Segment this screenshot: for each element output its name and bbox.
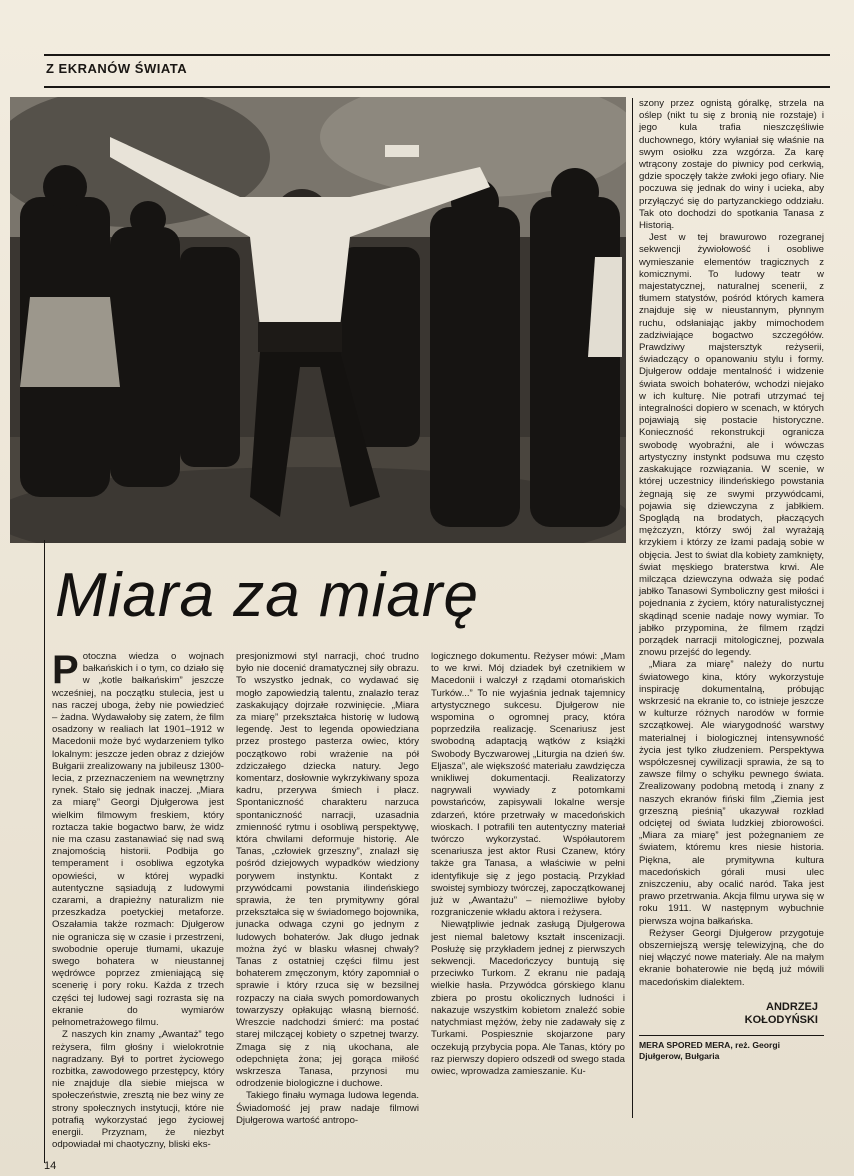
article-paragraph: Niewątpliwie jednak zasługą Djułgerowa jest niemal baletowy kształt inscenizacji. Posłużę się przykładem jednej z pierwszych sekwencji. Macedończycy buntują się przeciwko Turkom. Z ekranu nie padają wielkie hasła. Przywódca górskiego klanu zbiera po prostu okolicznych ludności i nakazuje wszystkim kobietom znaleźć sobie natychmiast mężów, żeby nie zadawały się z Turkami. Pospiesznie skojarzone pary oczekują przybycia popa. Ale Tanas, który po raz pierwszy dopiero odszedł od swego stada owiec, wprowadza zamieszanie. Ku- — [431, 919, 625, 1077]
article-paragraph: szony przez ognistą góralkę, strzela na oślep (nikt tu się z bronią nie rozstaje) i jego kula trafia nieszczęśliwie duchownego, który wyłaniał się właśnie na swym osiołku zza wzgórza. Za karę wtrącony zostaje do piwnicy pod cerkwią, gdzie spoczęły także zwłoki jego ofiary. Nie poczuwa się jednak do winy i ucieka, aby przyłączyć się do partyzanckiego oddziału. Tak oto dochodzi do spotkania Tanasa z Historią. — [639, 98, 824, 232]
article-paragraph: presjonizmowi styl narracji, choć trudno było nie docenić dramatycznej siły obrazu. To wszystko jednak, co wydawać się mogło zapowiedzią talentu, znalazło teraz zaskakujący dojrzałe rozwinięcie. „Miara za miarę” przekształca historię w ludową legendę. Jest to legenda opowiedziana przez prostego pasterza owiec, który początkowo robi wrażenie na pół zdziczałego dziecka natury. Jego komentarz, dosłownie wykrzykiwany spoza kadru, przerywa śmiech i płacz. Spontaniczność charakteru narzuca spontaniczność narracji, uzasadnia zmienność rytmu i osobliwą perspektywę, która chwilami deformuje historię. Ale Tanas, „człowiek grzeszny”, znalazł się pośród dziejowych wypadków wiedziony porywem instynktu. Kontakt z przywódcami powstania ilindeńskiego sprawia, że ten prymitywny góral przekształca się w świadomego bojownika, junacka odwaga czyni go jednym z ludowych bohaterów. Jak długo jednak można żyć w blasku własnej chwały? Tanas z ostatniej części filmu jest bohaterem zmęczonym, który zapomniał o sprawie i który rzuca się w bezsilnej rozpaczy na ciała swych pomordowanych towarzyszy opłakując własną bierność. Wreszcie nadchodzi śmierć: ma postać starej milczącej kobiety o szpetnej twarzy. Zmaga się z nią ukochana, ale odepchnięta żona; jej gorąca miłość wskrzesza Tanasa, przynosi mu odrodzenie biologiczne i duchowe. — [236, 651, 419, 1090]
article-paragraph: otoczna wiedza o wojnach bałkańskich i o tym, co działo się w „kotle bałkańskim” jeszcze wcześniej, na początku stulecia, jest u nas raczej uboga, żeby nie powiedzieć – żadna. Wydawałoby się zatem, że film osadzony w realiach lat 1901–1912 w Macedonii może być wydarzeniem tylko lokalnym: jeszcze jeden obraz z dziejów Bułgarii zrealizowany na jubileusz 1300-lecia, z przeznaczeniem na wewnętrzny rynek. Stało się jednak inaczej. „Miara za miarę” Georgi Djułgerowa jest wielkim filmowym freskiem, który roztacza takie bogactwo barw, że widz nie ma czasu zastanawiać się nad swą znajomością historii. Podbija go temperament i osobliwa egzotyka opowieści, w której wypadki autentyczne sąsiadują z ludowymi czarami, a drapieżny naturalizm nie przeszkadza poetyckiej metaforze. Oszałamia także rozmach: Djułgerow nie ogranicza się w czasie i przestrzeni, swobodnie operuje tłumami, ukazuje swego bohatera w nieustannej wędrówce poprzez zmieniającą się scenerię i pory roku. Każda z trzech części tej ludowej sagi rozrasta się na ekranie do wymiarów pełnometrażowego filmu. — [52, 651, 224, 1029]
page-number: 14 — [44, 1160, 57, 1172]
article-paragraph: Jest w tej brawurowo rozegranej sekwencji żywiołowość i osobliwe wymieszanie elementów tragicznych z komicznymi. To ludowy teatr w majestatycznej, naturalnej scenerii, z tłumem statystów, pośród których kamera znajduje się w nieustannym, płynnym ruchu, odsłaniając jakby mimochodem zadziwiające bogactwo szczegółów. Prawdziwy majstersztyk reżyserii, świadczący o opanowaniu stylu i formy. Djułgerow oddaje mentalność i widzenie świata swoich bohaterów, wchodzi niejako w ich kulturę. Nie potrafi utrzymać tej integralności dopiero w scenach, w których pojawiają się postacie historyczne. Konieczność rekonstrukcji ogranicza swobodę wyobraźni, ale i wówczas artystyczny instynkt podsuwa mu często zaskakujące rozwiązania. W scenie, w której uczestnicy ilindeńskiego powstania żegnają się ze swymi przywódcami, pojawia się dziewczyna z jabłkiem. Spoglądą na brodatych, płaczących mężczyzn, którzy swój żal wyrażają krzykiem i którzy ze łzami padają sobie w objęcia. Jest to świat dla kobiety zamknięty, świat męskiego braterstwa krwi. Ale milcząca dziewczyna odważa się podać jabłko Tanasowi Symboliczny gest miłości i pojednania z życiem, który naturalistycznej skądinąd scenie nadaje nowy wymiar. To jabłko przypomina, że filmem rządzi porządek narracji mitologicznej, pozwala znowu przejść do legendy. — [639, 232, 824, 659]
article-paragraph: „Miara za miarę” należy do nurtu światowego kina, który wykorzystuje inspirację dokumentalną, próbując wskrzesić na ekranie to, co istnieje jeszcze w kulturze różnych narodów w formie szczątkowej. Ale wiarygodność warstwy materialnej i biologicznej intensywność życia jest tylko złudzeniem. Perspektywa współczesnej cywilizacji sprawia, że są to zawsze filmy o schyłku pewnego świata. Zrealizowany podobną metodą i znany z naszych ekranów fiński film „Ziemia jest grzeszną pieśnią” ukazywał rozkład odciętej od świata ludzkiej zbiorowości. „Miara za miarę” jest pożegnaniem ze światem, któremu kres niesie historia. Piękna, ale prymitywna kultura macedońskich górali musi ulec zniszczeniu, aby ocalić naród. Taka jest prawo przetrwania. Akcja filmu urywa się w roku 1911. W następnym wybuchnie pierwsza wojna bałkańska. — [639, 659, 824, 927]
article-paragraph: Z naszych kin znamy „Awantaż” tego reżysera, film głośny i wielokrotnie nagradzany. Był to portret życiowego rozbitka, zawodowego przestępcy, który nie znajduje dla siebie miejsca w społeczeństwie, zresztą nie bez winy ze strony społecznych instytucji, które nie potrafią wykorzystać jego życiowej energii. Przyznam, że niezbyt odpowiadał mi chaotyczny, bliski eks- — [52, 1029, 224, 1151]
article-column-1 — [52, 648, 224, 1161]
film-still-photo — [10, 97, 626, 543]
author-first-name: ANDRZEJ — [766, 1000, 818, 1013]
title-block — [44, 540, 631, 640]
section-label: Z EKRANÓW ŚWIATA — [46, 61, 188, 76]
photo-caption-block — [639, 1035, 824, 1062]
photo-caption: MERA SPORED MERA, reż. Georgi Djułgerow, Bułgaria — [639, 1039, 781, 1061]
article-title: Miara za miarę — [55, 561, 479, 630]
article-paragraph: Takiego finału wymaga ludowa legenda. Świadomość jej praw nadaje filmowi Djułgerowa wartość antropo- — [236, 1090, 419, 1126]
section-header — [44, 54, 830, 88]
article-column-3 — [431, 651, 625, 1161]
author-byline — [639, 1001, 824, 1027]
article-column-2 — [236, 651, 419, 1161]
article-paragraph: Reżyser Georgi Djułgerow przygotuje obszerniejszą wersję telewizyjną, che do niej włączyć nowe materiały. Ale na małym ekranie bohaterowie nie będą już mówili macedońskim dialektem. — [639, 927, 824, 988]
photo-illustration — [10, 97, 626, 543]
article-paragraph: logicznego dokumentu. Reżyser mówi: „Mam to we krwi. Mój dziadek był czetnikiem w Macedonii i walczył z rządami otomańskich Turków...” To nie wyjaśnia jednak tajemnicy artystycznego sukcesu. Djułgerow nie wspomina o ogromnej pracy, która poprzedziła realizację. Scenariusz jest swobodną adaptacją wątków z książki Swobody Byczwarowej „Liturgia na dzień św. Eljasza”, ale większość materiału zawdzięcza wnikliwej dokumentacji. Realizatorzy nagrywali wywiady z potomkami powstańców, zapisywali lokalne wersje zdarzeń, które przetrwały w macedońskich wioskach. I potrafili ten autentyczny materiał twórczo wykorzystać. Współautorem scenariusza jest aktor Rusi Czanew, który także gra Tanasa, a właściwie w pełni identyfikuje się z jego postacią. Przykład swoistej symbiozy twórczej, zapoczątkowanej już w „Awantażu” – niemożliwe byłoby rozgraniczenie wkładu aktora i reżysera. — [431, 651, 625, 919]
drop-cap: P — [52, 648, 79, 692]
article-column-4 — [632, 98, 824, 1118]
author-last-name: KOŁODYŃSKI — [744, 1013, 818, 1026]
